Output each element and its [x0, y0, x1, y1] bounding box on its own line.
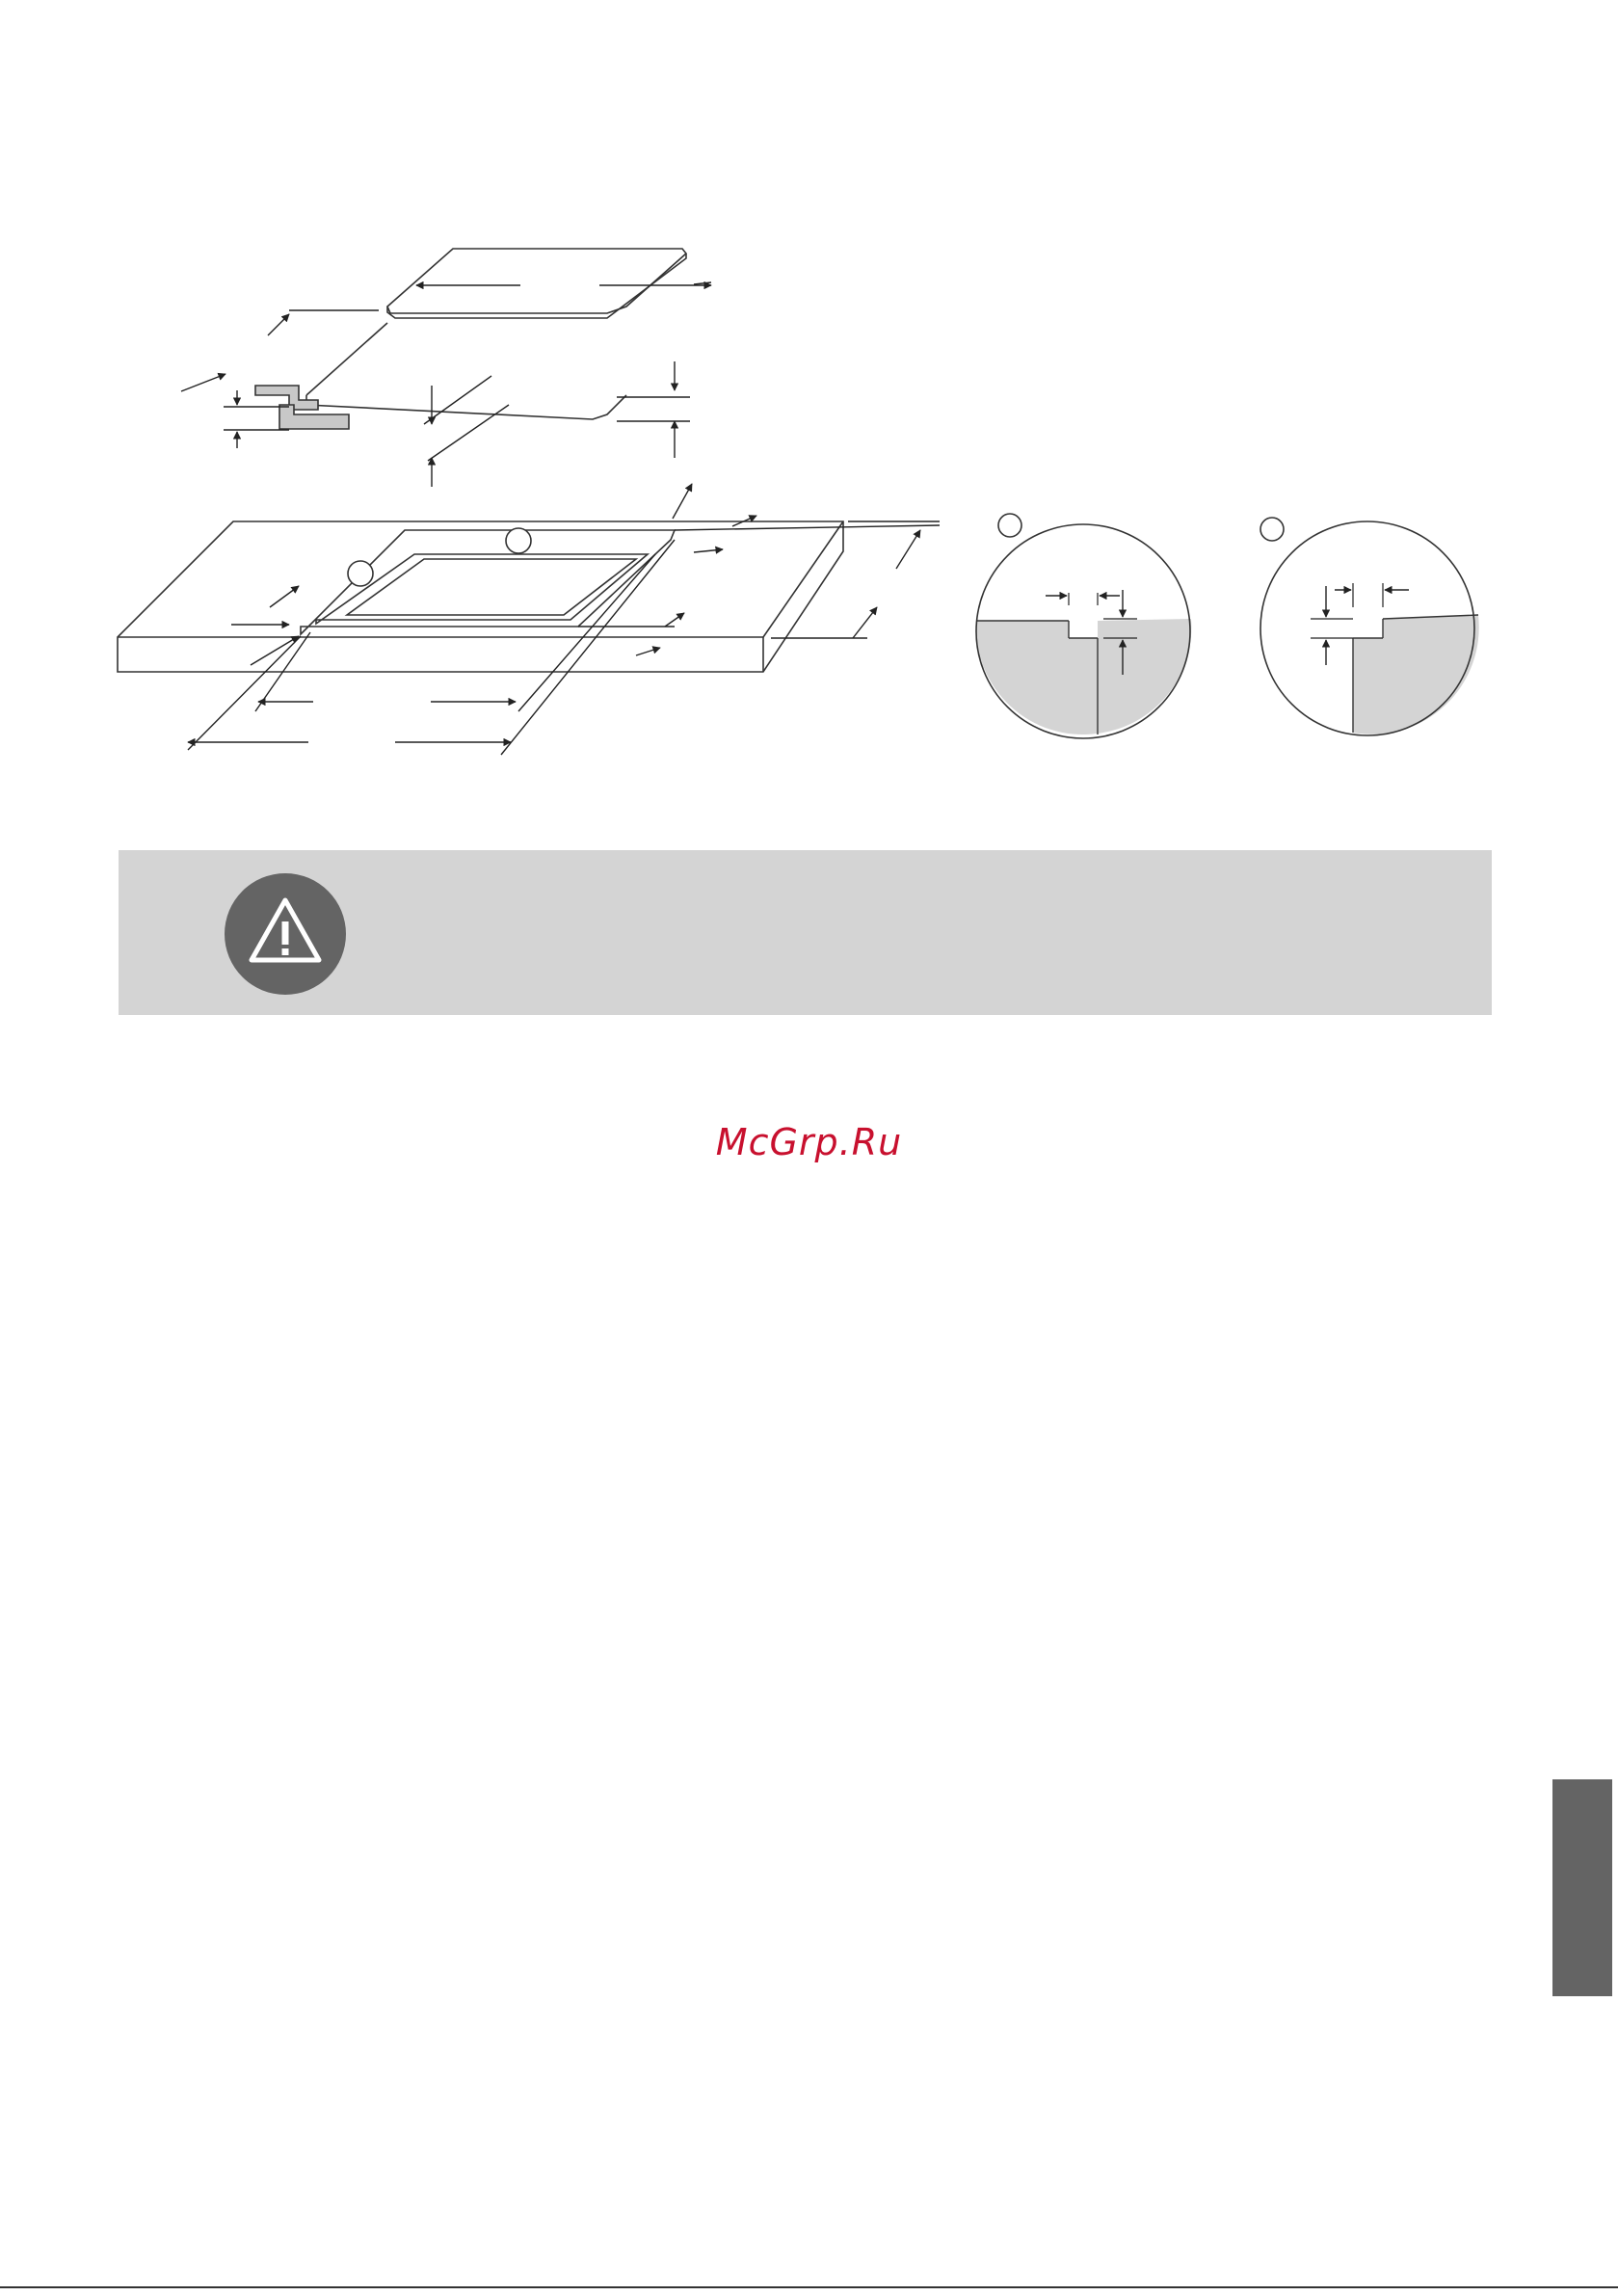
worktop-drawing: [118, 521, 843, 672]
installation-diagram: [0, 0, 1618, 790]
watermark: McGrp.Ru: [715, 1121, 903, 1163]
hob-drawing: [255, 249, 686, 429]
footer-rule: [0, 2286, 1618, 2288]
detail-circle-a: [976, 514, 1192, 738]
detail-circle-b: [1260, 518, 1479, 735]
side-section-tab: [1552, 1779, 1612, 1996]
warning-triangle-icon: [225, 873, 346, 995]
